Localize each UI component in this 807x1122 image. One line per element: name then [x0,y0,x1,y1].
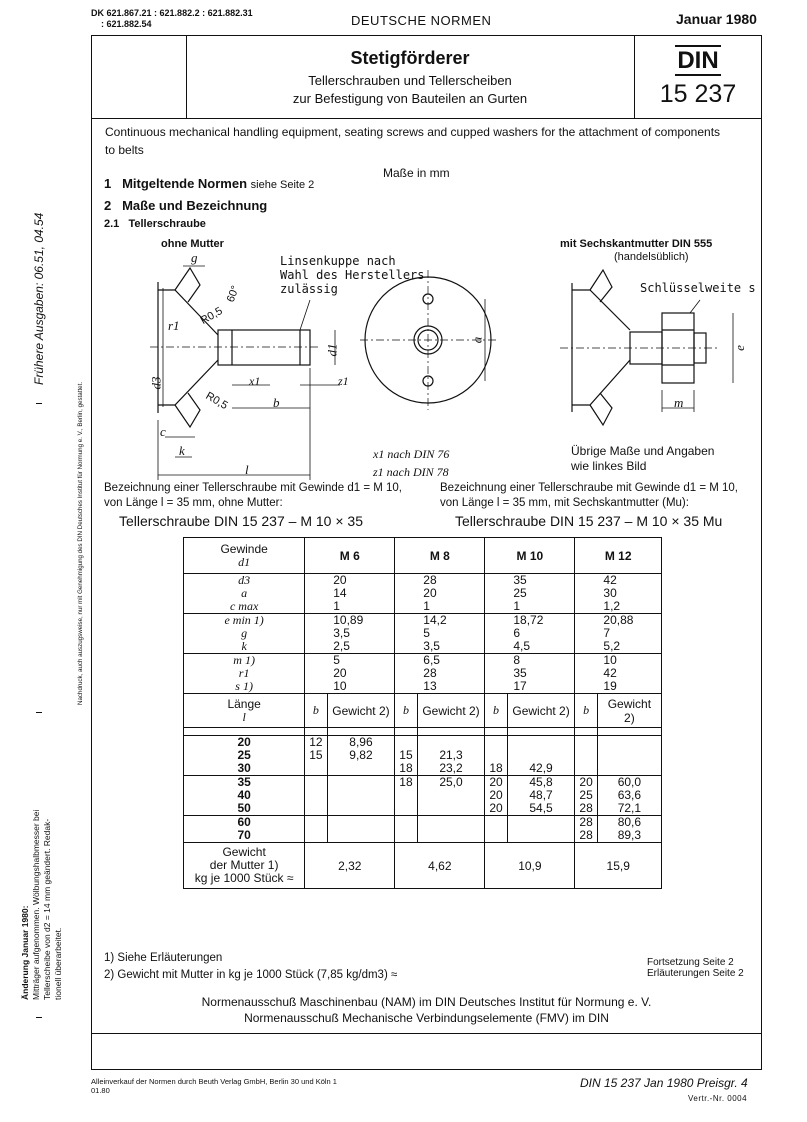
weight-header-m10: Gewicht 2) [507,694,575,728]
label-k-row: k [241,639,247,653]
table-block-2 [184,614,662,654]
b-m8-g2: 18 [395,776,417,816]
note-lens-line3: zulässig [280,282,338,296]
dimensions-table [183,537,662,889]
w-m12-g3: 80,6 89,3 [597,816,661,843]
weight-header-m12: Gewicht 2) [597,694,661,728]
left-lower-spike [175,393,200,427]
ref-x1-din76: x1 nach DIN 76 [373,447,450,461]
lengths-group-3: 60 70 [184,816,305,843]
length-group-2 [184,776,662,816]
designation-left-line1: Bezeichnung einer Tellerschraube mit Gewinde d1 = M 10, [104,482,403,494]
footer-rule [91,1033,762,1034]
block1-labels [184,574,305,614]
section-1-ref: siehe Seite 2 [250,179,315,191]
block1-m8: 28 20 1 [395,574,485,614]
document-title: Stetigförderer [350,48,470,68]
section-2-1-title: Tellerschraube [128,218,206,230]
change-line-3: tionell überarbeitet. [53,927,63,1000]
lengths-group-1: 20 25 30 [184,736,305,776]
length-group-3 [184,816,662,843]
figure-right-subtitle: (handelsüblich) [614,251,689,263]
weight-header-m6: Gewicht 2) [327,694,395,728]
w-m12-g1 [597,736,661,776]
reprint-notice: Nachdruck, auch auszugsweise, nur mit Genehmigung des DIN Deutsches Institut für Normung e. V., Berlin, gestattet. [77,381,84,705]
designation-left-line2: von Länge l = 35 mm, ohne Mutter: [104,497,283,509]
label-l: l [245,462,249,477]
label-a: a [469,336,485,344]
b-header-m12: b [575,694,597,728]
w-m10-g2: 45,8 48,7 54,5 [507,776,575,816]
designation-right-line1: Bezeichnung einer Tellerschraube mit Gewinde d1 = M 10, [440,482,739,494]
block2-m10: 18,72 6 4,5 [485,614,575,654]
dk-classification-cont: : 621.882.54 [101,19,152,29]
block1-m12: 42 30 1,2 [575,574,662,614]
label-e: e [731,345,747,351]
explanations-note: Erläuterungen Seite 2 [647,968,744,979]
label-r1-row: r1 [238,666,250,680]
label-emin-row: e min 1) [224,613,264,627]
nut-weight-m6: 2,32 [305,843,395,889]
section-2-number: 2 [104,198,112,213]
label-g: g [191,250,198,265]
w-m12-g2: 60,0 63,6 72,1 [597,776,661,816]
thread-symbol: d1 [238,554,251,569]
dimensions-note: Maße in mm [383,166,450,180]
block1-m6: 20 14 1 [305,574,395,614]
b-m8-g3 [395,816,417,843]
note-lens-line2: Wahl des Herstellers [280,268,425,282]
b-m12-g1 [575,736,597,776]
w-m8-g3 [417,816,485,843]
size-m8: M 8 [395,538,485,574]
b-m12-g2: 20 25 28 [575,776,597,816]
b-m6-g2 [305,776,327,816]
section-2-1-number: 2.1 [104,218,120,230]
w-m10-g1: 42,9 [507,736,575,776]
nut-weight-m12: 15,9 [575,843,662,889]
din-number: 15 237 [659,80,737,108]
b-header-m8: b [395,694,417,728]
label-d1: d1 [324,343,340,357]
length-symbol: l [242,709,246,724]
block1-m10: 35 25 1 [485,574,575,614]
label-g-row: g [241,626,248,640]
footnote-1: 1) Siehe Erläuterungen [104,952,223,964]
label-z1: z1 [338,374,349,388]
thread-header: Gewinde [220,541,268,556]
figure-right-title: mit Sechskantmutter DIN 555 [560,238,713,250]
label-r05-lower: R0,5 [203,389,230,413]
committee-line-2: Normenausschuß Mechanische Verbindungselemente (FMV) im DIN [244,1011,609,1025]
label-m: m [674,395,684,410]
block2-labels [184,614,305,654]
figure-left-title: ohne Mutter [161,238,224,250]
b-m10-g2: 20 20 20 [485,776,507,816]
block3-m6: 5 20 10 [305,654,395,694]
ref-z1-din78: z1 nach DIN 78 [373,465,449,479]
din-logo-text: DIN [677,47,719,74]
continuation-note: Fortsetzung Seite 2 [647,957,734,968]
b-m10-g1: 18 [485,736,507,776]
b-m6-g1: 12 15 [305,736,327,776]
block3-m8: 6,5 28 13 [395,654,485,694]
publisher-name: DEUTSCHE NORMEN [351,13,492,28]
label-d3: d3 [148,376,164,390]
technical-drawing [0,0,807,490]
dk-classification: DK 621.867.21 : 621.882.2 : 621.882.31 [91,8,253,18]
table-block-1 [184,574,662,614]
label-s-row: s 1) [235,679,253,693]
label-m-row: m 1) [233,653,255,667]
order-number: Vertr.-Nr. 0004 [688,1094,748,1103]
w-m6-g2 [327,776,395,816]
b-header-m6: b [305,694,327,728]
b-m12-g3: 28 28 [575,816,597,843]
label-x1: x1 [249,374,261,388]
right-screw-head-lower [572,360,630,405]
weight-header-m8: Gewicht 2) [417,694,485,728]
earlier-editions: Frühere Ausgaben: 06.51, 04.54 [32,212,46,385]
sales-note: Alleinverkauf der Normen durch Beuth Verlag GmbH, Berlin 30 und Köln 1 [91,1077,337,1086]
table-block-3 [184,654,662,694]
w-m8-g1: 21,3 23,2 [417,736,485,776]
size-m12: M 12 [575,538,662,574]
label-k: k [179,443,185,458]
english-title-2: to belts [105,143,144,157]
table-header-row [184,538,662,574]
change-title: Änderung Januar 1980: [20,905,30,1000]
block3-m10: 8 35 17 [485,654,575,694]
margin-tick-1 [36,403,42,404]
label-r1: r1 [168,318,180,333]
change-line-2: Tellerscheibe von d2 = 14 mm geändert. Redak- [42,818,52,1000]
b-header-m10: b [485,694,507,728]
w-m6-g3 [327,816,395,843]
label-a-row: a [241,586,248,600]
label-60deg: 60° [224,284,242,304]
designation-left-example: Tellerschraube DIN 15 237 – M 10 × 35 [119,513,363,529]
designation-right-line2: von Länge l = 35 mm, mit Sechskantmutter (Mu): [440,497,689,509]
block2-m12: 20,88 7 5,2 [575,614,662,654]
note-other-dims-1: Übrige Maße und Angaben [571,444,715,458]
block2-m8: 14,2 5 3,5 [395,614,485,654]
nut-weight-m10: 10,9 [485,843,575,889]
committee-line-1: Normenausschuß Maschinenbau (NAM) im DIN Deutsches Institut für Normung e. V. [201,995,652,1009]
block2-m6: 10,89 3,5 2,5 [305,614,395,654]
lengths-group-2: 35 40 50 [184,776,305,816]
label-b: b [273,395,280,410]
nut-weight-m8: 4,62 [395,843,485,889]
size-m10: M 10 [485,538,575,574]
b-m10-g3 [485,816,507,843]
w-m8-g2: 25,0 [417,776,485,816]
nut-weight-row [184,843,662,889]
change-line-1: Mitträger aufgenommen. Wölbungshalbmesser bei [31,809,41,1000]
length-header: Länge [227,696,261,711]
right-screw-head-upper [572,290,630,330]
designation-right-example: Tellerschraube DIN 15 237 – M 10 × 35 Mu [455,513,723,529]
thread-header-cell [184,538,305,574]
note-wrench-size: Schlüsselweite s [640,281,756,295]
margin-tick-2 [36,712,42,713]
b-m6-g3 [305,816,327,843]
section-1-title: Mitgeltende Normen [122,176,248,191]
size-m6: M 6 [305,538,395,574]
left-upper-spike [175,268,200,302]
w-m10-g3 [507,816,575,843]
document-subtitle-1: Tellerschrauben und Tellerscheiben [308,73,512,88]
block3-labels [184,654,305,694]
length-header-cell [184,694,305,728]
b-m8-g1: 15 18 [395,736,417,776]
sales-date: 01.80 [91,1086,110,1095]
label-c: c [160,424,166,439]
section-1-number: 1 [104,176,112,191]
length-group-1 [184,736,662,776]
document-subtitle-2: zur Befestigung von Bauteilen an Gurten [292,91,528,106]
label-d3-row: d3 [238,573,251,587]
note-other-dims-2: wie linkes Bild [571,459,647,473]
section-2-title: Maße und Bezeichnung [122,198,268,213]
margin-tick-3 [36,1017,42,1018]
label-cmax-row: c max [229,599,259,613]
note-lens-line1: Linsenkuppe nach [280,254,396,268]
publication-date: Januar 1980 [676,11,757,27]
length-header-row [184,694,662,728]
english-title-1: Continuous mechanical handling equipment, seating screws and cupped washers for the attachment of components [105,125,721,139]
footnote-2: 2) Gewicht mit Mutter in kg je 1000 Stück (7,85 kg/dm3) ≈ [104,969,398,981]
w-m6-g1: 8,96 9,82 [327,736,395,776]
nut-weight-label: Gewicht der Mutter 1) kg je 1000 Stück ≈ [184,843,305,889]
label-r05-upper: R0,5 [198,304,225,328]
standard-reference: DIN 15 237 Jan 1980 Preisgr. 4 [580,1076,748,1090]
block3-m12: 10 42 19 [575,654,662,694]
